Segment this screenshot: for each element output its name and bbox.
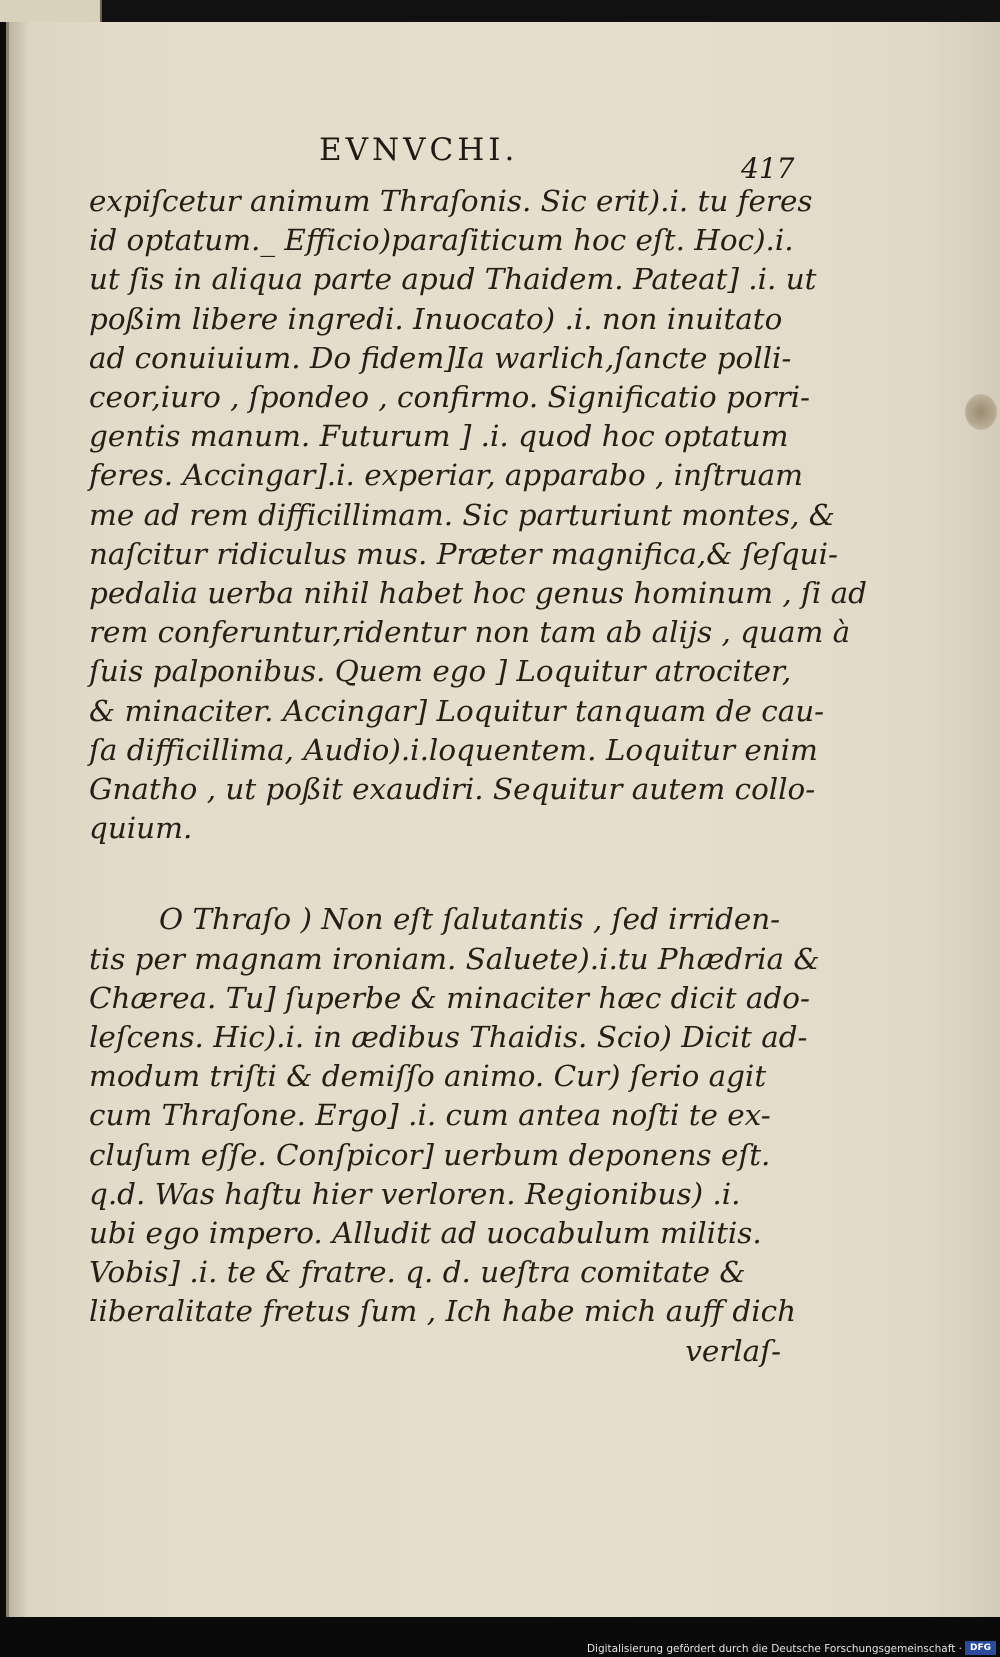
paragraph-gap [89,848,789,900]
page-header [9,122,1000,185]
text-line: Gnatho , ut poßit exaudiri. Sequitur autem collo- [89,772,816,807]
text-line: O Thraſo ) Non eſt ſalutantis , ſed irriden- [159,902,781,937]
text-line: pedalia uerba nihil habet hoc genus hominum , ſi ad [89,576,867,611]
text-line: leſcens. Hic).i. in ædibus Thaidis. Scio) Dicit ad- [89,1020,808,1055]
text-line: ut ſis in aliqua parte apud Thaidem. Pateat] .i. ut [89,262,817,297]
text-line: q.d. Was haſtu hier verloren. Regionibus) .i. [89,1176,741,1211]
text-line: & minaciter. Accingar] Loquitur tanquam de cau- [89,693,825,728]
scan-top-edge [0,0,1000,22]
text-line: quium. [89,811,193,846]
catchword: verlaſ- [685,1333,781,1368]
text-line: expiſcetur animum Thraſonis. Sic erit).i. tu feres [89,184,813,218]
digitization-credit: Digitalisierung gefördert durch die Deutsche Forschungsgemeinschaft · [586,1643,962,1655]
paragraph-2 [89,900,820,1370]
book-page [6,22,1000,1617]
text-line: ceor,iuro , ſpondeo , confirmo. Significatio porri- [89,380,810,415]
page-corner-tab [0,0,102,22]
text-line: feres. Accingar].i. experiar, apparabo , inſtruam [89,458,804,493]
text-line: poßim libere ingredi. Inuocato) .i. non inuitato [89,301,783,336]
text-line: cum Thraſone. Ergo] .i. cum antea noſti te ex- [89,1098,771,1133]
text-line: ſuis palponibus. Quem ego ] Loquitur atrociter, [89,654,792,689]
running-head: EVNVCHI. [319,132,519,168]
text-line: modum triſti & demiſſo animo. Cur) ſerio agit [89,1059,767,1094]
text-line: rem conferuntur,ridentur non tam ab alijs , quam à [89,615,851,650]
text-line: ſa difficillima, Audio).i.loquentem. Loquitur enim [89,732,818,767]
text-line: liberalitate fretus ſum , Ich habe mich auff dich [89,1294,797,1329]
text-line: Chærea. Tu] ſuperbe & minaciter hæc dicit ado- [89,980,810,1015]
text-line: id optatum._ Efficio)paraſiticum hoc eſt. Hoc).i. [89,223,794,258]
text-line: tis per magnam ironiam. Saluete).i.tu Phædria & [89,941,820,976]
text-line: me ad rem difficillimam. Sic parturiunt montes, & [89,497,835,532]
page-number: 417 [741,152,795,185]
text-line: Vobis] .i. te & fratre. q. d. ueſtra comitate & [89,1255,746,1290]
commentary-text [89,182,867,1371]
text-line: gentis manum. Futurum ] .i. quod hoc optatum [89,419,789,454]
text-line: naſcitur ridiculus mus. Præter magnifica,& ſeſqui- [89,536,838,571]
text-line: cluſum eſſe. Conſpicor] uerbum deponens eſt. [89,1137,771,1172]
dfg-logo: DFG [965,1641,996,1655]
text-line: ad conuiuium. Do fidem]Ia warlich,ſancte polli- [89,340,792,375]
paragraph-1 [89,182,867,848]
text-line: ubi ego impero. Alludit ad uocabulum militis. [89,1216,762,1251]
paper-stain-mark [965,394,997,430]
